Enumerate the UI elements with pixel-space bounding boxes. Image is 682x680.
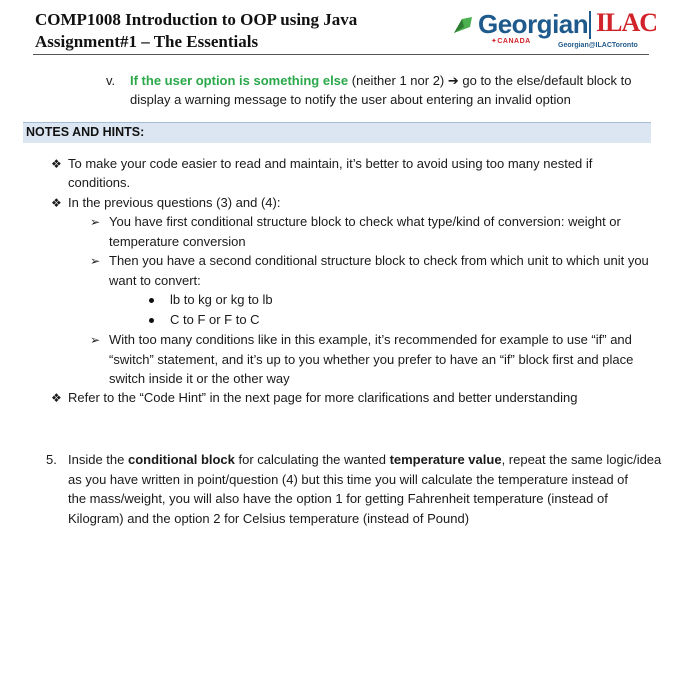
logo-ilac-text: ILAC: [596, 8, 658, 37]
sub1-line1: You have first conditional structure block to check what type/kind of conversion: weight or: [109, 214, 621, 229]
sub3-line1: With too many conditions like in this example, it’s recommended for example to use “if” and: [109, 332, 632, 347]
item-v-line1-rest: (neither 1 nor 2) ➔ go to the else/default block to: [348, 73, 632, 88]
sub3-line2: “switch” statement, and it’s up to you whether you prefer to have an “if” block first and place: [109, 352, 634, 367]
item5-l1-c: for calculating the wanted: [234, 452, 390, 467]
bullet1-line2: conditions.: [68, 175, 131, 190]
item5-line4: Kilogram) and the option 2 for Celsius temperature (instead of Pound): [68, 511, 470, 526]
item5-conditional-block: conditional block: [128, 452, 235, 467]
georgian-ilac-logo: [448, 8, 658, 53]
sub2-line1: Then you have a second conditional structure block to check from which unit to which unit you: [109, 253, 649, 268]
item-v-marker: v.: [106, 73, 116, 88]
item5-l1-a: Inside the: [68, 452, 128, 467]
sub3-line3: switch inside it or the other way: [109, 371, 290, 386]
logo-tagline: Georgian@ILACToronto: [558, 42, 638, 49]
dot-bullet-icon: [149, 318, 154, 323]
item5-number: 5.: [46, 452, 57, 467]
arrow-bullet-icon: ➢: [90, 215, 101, 229]
item5-line1: [68, 450, 661, 470]
logo-divider: [589, 11, 591, 39]
item5-temperature-value: temperature value: [389, 452, 502, 467]
item5-line3: the mass/weight, you will also have the option 1 for getting Fahrenheit temperature (instead of: [68, 491, 608, 506]
course-title: COMP1008 Introduction to OOP using Java: [35, 10, 358, 29]
item-v-line1: [130, 71, 632, 91]
bullet1-line1: To make your code easier to read and maintain, it’s better to avoid using too many nested if: [68, 156, 593, 171]
logo-canada-text: ✦CANADA: [491, 38, 531, 45]
dot2-text: C to F or F to C: [170, 312, 260, 327]
assignment-title: Assignment#1 – The Essentials: [35, 32, 259, 51]
diamond-bullet-icon: ❖: [51, 391, 62, 405]
arrow-bullet-icon: ➢: [90, 254, 101, 268]
notes-heading: NOTES AND HINTS:: [26, 125, 145, 139]
item5-line2: as you have written in point/question (4) but this time you will calculate the temperature instead of: [68, 472, 629, 487]
document-header-title: [35, 9, 357, 53]
item-v-highlight: If the user option is something else: [130, 73, 349, 88]
dot1-text: lb to kg or kg to lb: [170, 292, 273, 307]
arrow-bullet-icon: ➢: [90, 333, 101, 347]
sub2-line2: want to convert:: [109, 273, 201, 288]
header-divider: [33, 54, 649, 55]
dot-bullet-icon: [149, 298, 154, 303]
notes-heading-bar: [23, 122, 651, 143]
diamond-bullet-icon: ❖: [51, 196, 62, 210]
logo-georgian-text: Georgian: [478, 9, 589, 39]
sub1-line2: temperature conversion: [109, 234, 246, 249]
item-v-line2: display a warning message to notify the user about entering an invalid option: [130, 92, 571, 107]
bullet3-text: Refer to the “Code Hint” in the next page for more clarifications and better understanding: [68, 390, 578, 405]
bullet2-text: In the previous questions (3) and (4):: [68, 195, 281, 210]
item5-l1-e: , repeat the same logic/idea: [501, 452, 662, 467]
georgian-leaf-icon: [452, 15, 474, 35]
diamond-bullet-icon: ❖: [51, 157, 62, 171]
